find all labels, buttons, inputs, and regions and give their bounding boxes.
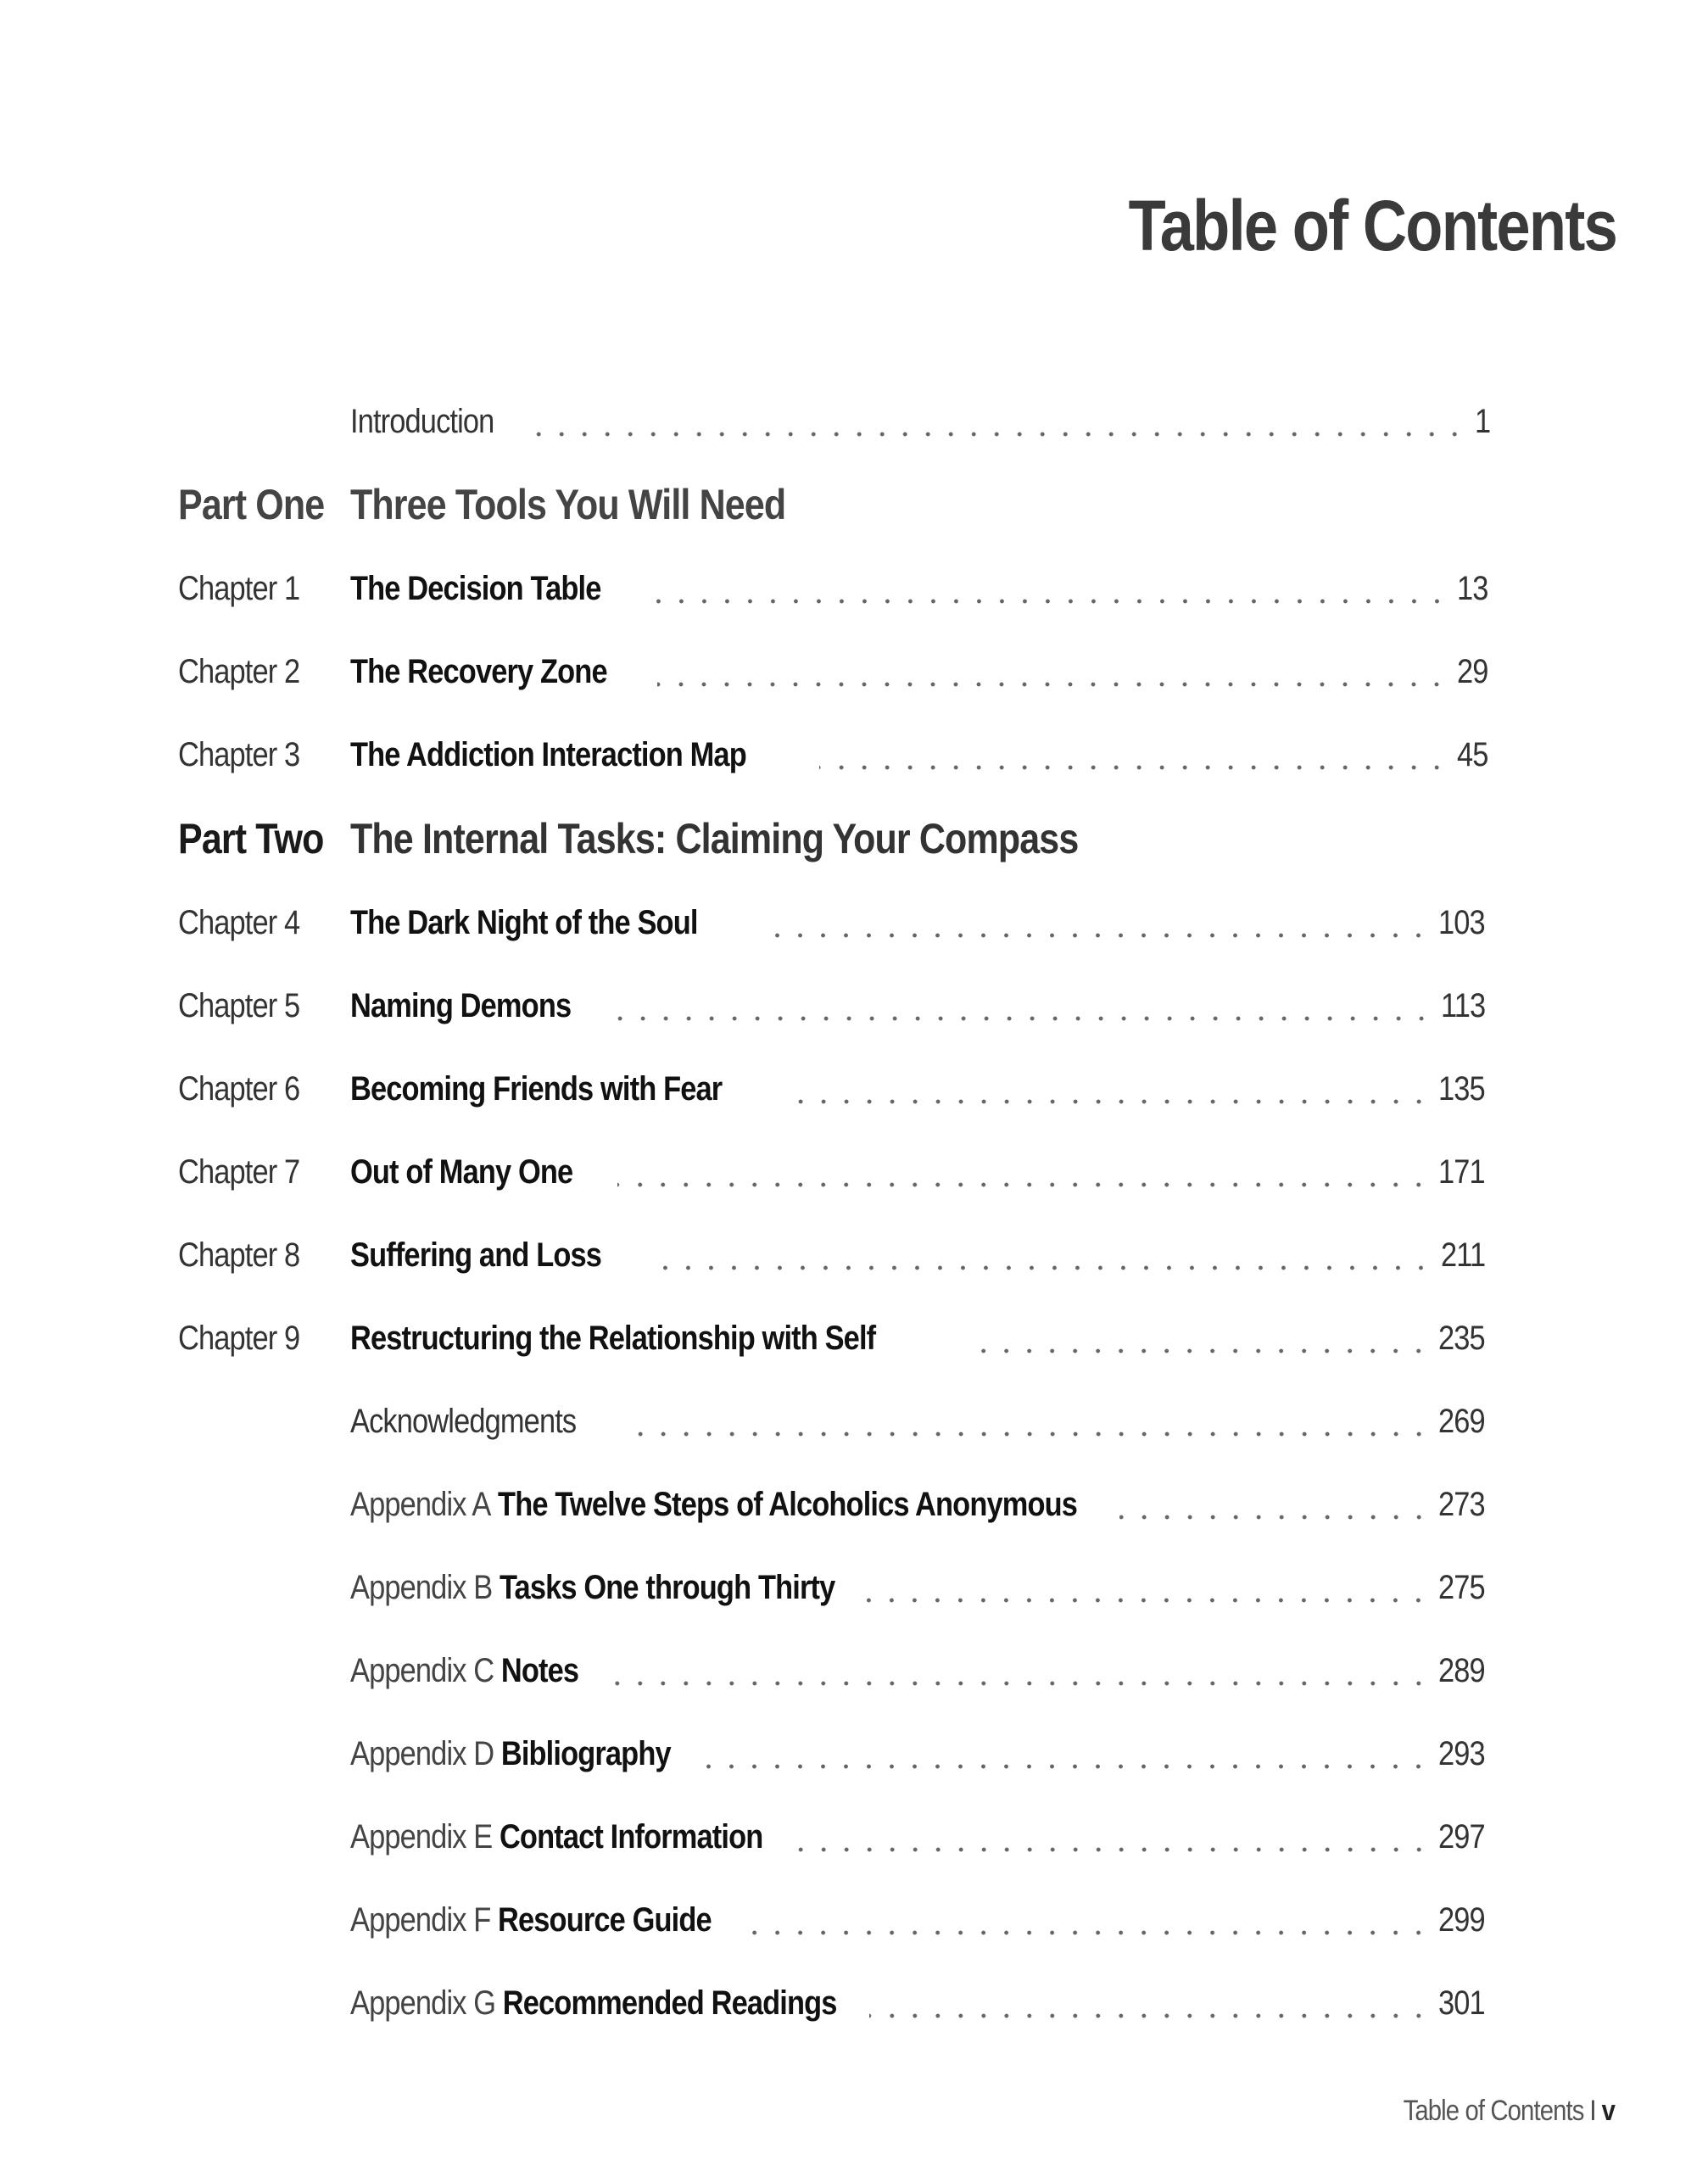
toc-title: Becoming Friends with Fear (350, 1070, 723, 1108)
toc-title: The Addiction Interaction Map (350, 736, 746, 773)
toc-entry-appendix-g (178, 1984, 1493, 2035)
toc-entry-appendix-e (178, 1818, 1493, 1869)
toc-title: The Decision Table (350, 570, 601, 607)
page-footer (1404, 2095, 1615, 2128)
chapter-label: Chapter 6 (178, 1070, 300, 1108)
dot-leader (599, 1680, 1430, 1687)
toc-title: Restructuring the Relationship with Self (350, 1320, 876, 1357)
footer-text: Table of Contents (1403, 2095, 1584, 2127)
dot-leader (869, 2012, 1430, 2019)
chapter-label: Chapter 3 (178, 736, 300, 773)
dot-leader (622, 1431, 1431, 1437)
toc-entry-chapter-9 (178, 1320, 1493, 1370)
dot-leader (791, 1098, 1431, 1105)
toc-page-number: 103 (1438, 904, 1486, 941)
toc-title: Tasks One through Thirty (499, 1569, 835, 1606)
page-folio: v (1601, 2095, 1615, 2127)
toc-page-number: 1 (1474, 403, 1491, 440)
toc-title: Naming Demons (350, 987, 572, 1024)
appendix-prefix: Appendix D (350, 1735, 494, 1772)
dot-leader (1119, 1514, 1431, 1521)
toc-page-number: 29 (1456, 653, 1488, 690)
toc-entry-introduction (178, 403, 1493, 454)
chapter-label: Chapter 9 (178, 1320, 300, 1357)
toc-entry-chapter-5 (178, 987, 1493, 1038)
toc-page-number: 275 (1438, 1569, 1486, 1606)
toc-title: Notes (500, 1652, 579, 1689)
appendix-prefix: Appendix G (350, 1984, 496, 2022)
dot-leader (650, 598, 1448, 605)
toc-title: The Twelve Steps of Alcoholics Anonymous (498, 1486, 1078, 1523)
dot-leader (697, 1763, 1430, 1770)
toc-page-number: 297 (1438, 1818, 1486, 1856)
toc-entry-acknowledgments (178, 1403, 1493, 1454)
toc-entry-appendix-c (178, 1652, 1493, 1703)
toc-page-number: 293 (1438, 1735, 1486, 1772)
dot-leader (788, 1846, 1431, 1853)
chapter-label: Chapter 5 (178, 987, 300, 1024)
page-title: Table of Contents (1128, 186, 1616, 265)
dot-leader (526, 431, 1466, 438)
toc-part-one (178, 480, 1493, 539)
toc-page-number: 269 (1438, 1403, 1486, 1440)
dot-leader (616, 1015, 1433, 1022)
toc-entry-chapter-6 (178, 1070, 1493, 1121)
appendix-prefix: Appendix F (350, 1901, 491, 1939)
dot-leader (617, 1181, 1430, 1188)
dot-leader (650, 1264, 1432, 1271)
toc-title: Resource Guide (498, 1901, 712, 1939)
toc-page-number: 299 (1438, 1901, 1486, 1939)
toc-page-number: 273 (1438, 1486, 1486, 1523)
toc-page-number: 45 (1456, 736, 1488, 773)
toc-page-number: 301 (1438, 1984, 1486, 2022)
toc-title: The Recovery Zone (350, 653, 607, 690)
toc-entry-chapter-3 (178, 736, 1493, 787)
toc-part-two (178, 814, 1493, 873)
toc-title: Recommended Readings (502, 1984, 837, 2022)
part-title: The Internal Tasks: Claiming Your Compass (350, 815, 1079, 862)
toc-title: Suffering and Loss (350, 1236, 602, 1274)
dot-leader (969, 1348, 1430, 1354)
chapter-label: Chapter 4 (178, 904, 300, 941)
toc-page-number: 235 (1438, 1320, 1486, 1357)
toc-title: The Dark Night of the Soul (350, 904, 698, 941)
toc-title: Introduction (350, 403, 494, 440)
toc-page-number: 13 (1456, 570, 1488, 607)
toc-entry-appendix-f (178, 1901, 1493, 1952)
toc-entry-chapter-4 (178, 904, 1493, 955)
toc-title: Out of Many One (350, 1153, 573, 1191)
toc-entry-chapter-2 (178, 653, 1493, 704)
dot-leader (657, 681, 1448, 688)
toc-page-number: 113 (1441, 987, 1486, 1024)
toc-page-number: 289 (1438, 1652, 1486, 1689)
toc-entry-chapter-8 (178, 1236, 1493, 1287)
toc-page-number: 171 (1438, 1153, 1486, 1191)
toc-entry-appendix-b (178, 1569, 1493, 1620)
toc-page-number: 135 (1438, 1070, 1486, 1108)
chapter-label: Chapter 7 (178, 1153, 300, 1191)
toc-entry-appendix-d (178, 1735, 1493, 1786)
toc-entry-chapter-7 (178, 1153, 1493, 1204)
footer-separator: I (1589, 2095, 1596, 2127)
toc-page-number: 211 (1441, 1236, 1486, 1274)
toc-title: Acknowledgments (350, 1403, 577, 1440)
dot-leader (819, 764, 1448, 771)
dot-leader (862, 1597, 1430, 1604)
part-label: Part One (178, 481, 325, 528)
toc-entry-chapter-1 (178, 570, 1493, 621)
toc-title: Bibliography (500, 1735, 671, 1772)
appendix-prefix: Appendix E (350, 1818, 493, 1856)
chapter-label: Chapter 1 (178, 570, 300, 607)
chapter-label: Chapter 2 (178, 653, 300, 690)
toc-title: Contact Information (499, 1818, 763, 1856)
chapter-label: Chapter 8 (178, 1236, 300, 1274)
dot-leader (736, 1929, 1430, 1936)
toc-entry-appendix-a (178, 1486, 1493, 1537)
part-title: Three Tools You Will Need (350, 481, 786, 528)
appendix-prefix: Appendix C (350, 1652, 494, 1689)
part-label: Part Two (178, 815, 324, 862)
dot-leader (762, 932, 1430, 939)
appendix-prefix: Appendix B (350, 1569, 493, 1606)
appendix-prefix: Appendix A (350, 1486, 491, 1523)
